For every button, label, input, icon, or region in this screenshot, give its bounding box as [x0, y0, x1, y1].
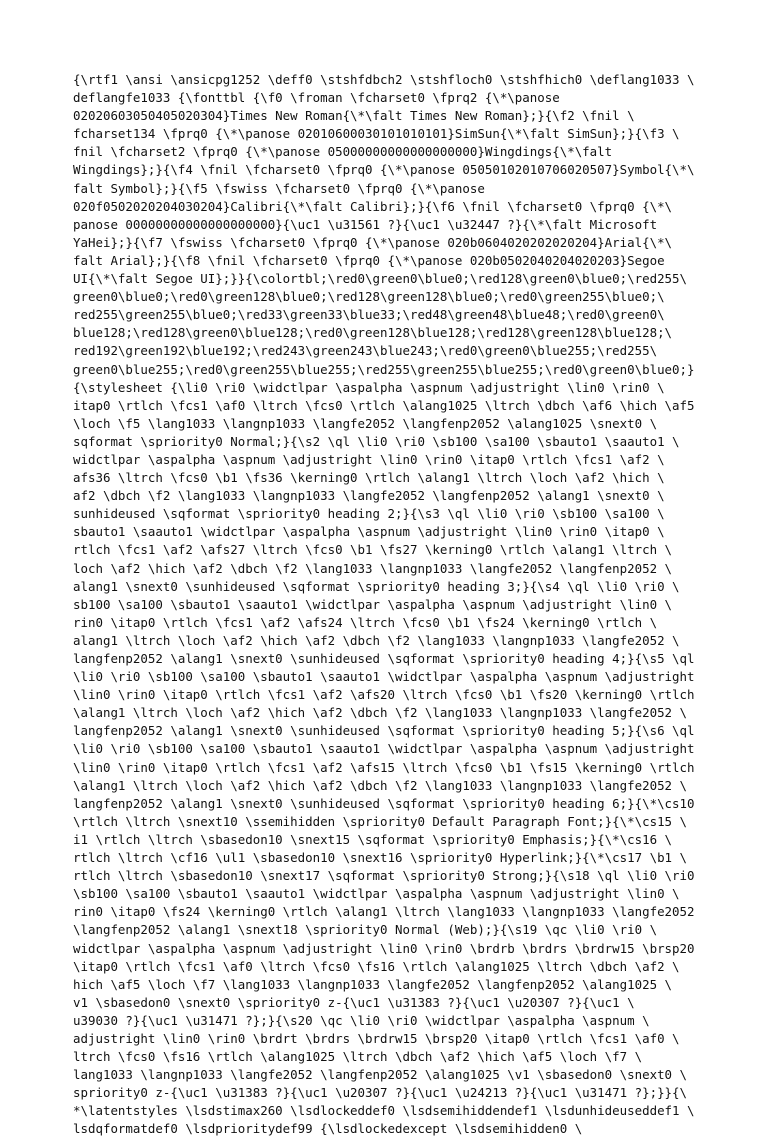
text-line: ltrch \fcs0 \fs16 \rtlch \alang1025 \ltrch \dbch \af2 \hich \af5 \loch \f7 \ [73, 1049, 643, 1065]
text-line: rtlch \ltrch \sbasedon10 \snext17 \sqformat \spriority0 Strong;}{\s18 \ql \li0 \ri0 [73, 868, 695, 884]
text-line: adjustright \lin0 \rin0 \brdrt \brdrs \brdrw15 \brsp20 \itap0 \rtlch \fcs1 \af0 \ [73, 1030, 680, 1046]
text-line: fnil \fcharset2 \fprq0 {\*\panose 05000000000000000000}Wingdings{\*\falt [73, 144, 613, 160]
text-line: spriority0 z-{\uc1 \u31383 ?}{\uc1 \u20307 ?}{\uc1 \u24213 ?}{\uc1 \u31471 ?};}}{\ [73, 1085, 688, 1101]
text-line: red192\green192\blue192;\red243\green243\blue243;\red0\green0\blue255;\red255\ [73, 343, 658, 359]
text-line: \loch \f5 \lang1033 \langnp1033 \langfe2052 \langfenp2052 \alang1025 \snext0 \ [73, 415, 658, 431]
text-line: \itap0 \rtlch \fcs1 \af0 \ltrch \fcs0 \fs16 \rtlch \alang1025 \ltrch \dbch \af2 \ [73, 958, 680, 974]
text-line: \alang1 \ltrch \loch \af2 \hich \af2 \dbch \f2 \lang1033 \langnp1033 \langfe2052 \ [73, 705, 688, 721]
text-line: i1 \rtlch \ltrch \sbasedon10 \snext15 \sqformat \spriority0 Emphasis;}{\*\cs16 \ [73, 831, 673, 847]
text-line: rin0 \itap0 \rtlch \fcs1 \af2 \afs24 \ltrch \fcs0 \b1 \fs24 \kerning0 \rtlch \ [73, 614, 658, 630]
text-line: langfenp2052 \alang1 \snext0 \sunhideused \sqformat \spriority0 heading 4;}{\s5 \ql [73, 651, 695, 666]
text-line: *\latentstyles \lsdstimax260 \lsdlockeddef0 \lsdsemihiddendef1 \lsdunhideuseddef1 \ [73, 1103, 695, 1119]
text-line: \lin0 \rin0 \itap0 \rtlch \fcs1 \af2 \afs20 \ltrch \fcs0 \b1 \fs20 \kerning0 \rtlch [73, 687, 695, 703]
text-line: \alang1 \ltrch \loch \af2 \hich \af2 \dbch \f2 \lang1033 \langnp1033 \langfe2052 \ [73, 777, 688, 793]
text-line: falt Arial};}{\f8 \fnil \fcharset0 \fprq0 {\*\panose 020b0502040204020203}Segoe [73, 252, 665, 268]
text-line: alang1 \snext0 \sunhideused \sqformat \spriority0 heading 3;}{\s4 \ql \li0 \ri0 \ [73, 578, 680, 594]
text-line: 02020603050405020304}Times New Roman{\*\falt Times New Roman};}{\f2 \fnil \ [73, 108, 635, 124]
text-line: afs36 \ltrch \fcs0 \b1 \fs36 \kerning0 \rtlch \alang1 \ltrch \loch \af2 \hich \ [73, 470, 665, 486]
text-line: \rtlch \ltrch \snext10 \ssemihidden \spriority0 Default Paragraph Font;}{\*\cs15 \ [73, 813, 688, 829]
text-line: \lin0 \rin0 \itap0 \rtlch \fcs1 \af2 \afs15 \ltrch \fcs0 \b1 \fs15 \kerning0 \rtlch [73, 759, 695, 775]
text-line: {\stylesheet {\li0 \ri0 \widctlpar \aspalpha \aspnum \adjustright \lin0 \rin0 \ [73, 379, 665, 395]
text-line: sb100 \sa100 \sbauto1 \saauto1 \widctlpar \aspalpha \aspnum \adjustright \lin0 \ [73, 596, 673, 612]
text-line: rtlch \fcs1 \af2 \afs27 \ltrch \fcs0 \b1 \fs27 \kerning0 \rtlch \alang1 \ltrch \ [73, 542, 673, 558]
text-line: blue128;\red128\green0\blue128;\red0\green128\blue128;\red128\green128\blue128;\ [73, 325, 673, 341]
text-line: sbauto1 \saauto1 \widctlpar \aspalpha \aspnum \adjustright \lin0 \rin0 \itap0 \ [73, 524, 665, 540]
text-line: panose 00000000000000000000}{\uc1 \u31561 ?}{\uc1 \u32447 ?}{\*\falt Microsoft [73, 216, 658, 232]
text-line: rtlch \ltrch \cf16 \ul1 \sbasedon10 \snext16 \spriority0 Hyperlink;}{\*\cs17 \b1 \ [73, 850, 688, 866]
text-line: lsdqformatdef0 \lsdprioritydef99 {\lsdlockedexcept \lsdsemihidden0 \ [73, 1121, 583, 1137]
text-line: \li0 \ri0 \sb100 \sa100 \sbauto1 \saauto1 \widctlpar \aspalpha \aspnum \adjustright [73, 669, 695, 685]
text-line: deflangfe1033 {\fonttbl {\f0 \froman \fcharset0 \fprq2 {\*\panose [73, 90, 560, 106]
rtf-source-text [73, 71, 713, 1139]
text-line: widctlpar \aspalpha \aspnum \adjustright \lin0 \rin0 \itap0 \rtlch \fcs1 \af2 \ [73, 451, 665, 467]
text-line: af2 \dbch \f2 \lang1033 \langnp1033 \langfe2052 \langfenp2052 \alang1 \snext0 \ [73, 488, 665, 504]
text-line: red255\green255\blue0;\red33\green33\blue33;\red48\green48\blue48;\red0\green0\ [73, 307, 665, 323]
text-line: Wingdings};}{\f4 \fnil \fcharset0 \fprq0 {\*\panose 05050102010706020507}Symbol{\*\ [73, 162, 695, 178]
text-line: hich \af5 \loch \f7 \lang1033 \langnp1033 \langfe2052 \langfenp2052 \alang1025 \ [73, 976, 673, 992]
text-line: sqformat \spriority0 Normal;}{\s2 \ql \li0 \ri0 \sb100 \sa100 \sbauto1 \saauto1 \ [73, 433, 680, 449]
text-line: itap0 \rtlch \fcs1 \af0 \ltrch \fcs0 \rtlch \alang1025 \ltrch \dbch \af6 \hich \af5 [73, 397, 695, 413]
text-line: u39030 ?}{\uc1 \u31471 ?};}{\s20 \qc \li0 \ri0 \widctlpar \aspalpha \aspnum \ [73, 1012, 650, 1028]
text-line: langfenp2052 \alang1 \snext0 \sunhideused \sqformat \spriority0 heading 5;}{\s6 \ql [73, 723, 695, 739]
text-line: fcharset134 \fprq0 {\*\panose 02010600030101010101}SimSun{\*\falt SimSun};}{\f3 \ [73, 126, 680, 142]
text-line: 020f0502020204030204}Calibri{\*\falt Calibri};}{\f6 \fnil \fcharset0 \fprq0 {\*\ [73, 198, 673, 214]
text-line: langfenp2052 \alang1 \snext0 \sunhideused \sqformat \spriority0 heading 6;}{\*\cs10 [73, 795, 695, 811]
text-line: rin0 \itap0 \fs24 \kerning0 \rtlch \alang1 \ltrch \lang1033 \langnp1033 \langfe2052 [73, 904, 695, 920]
text-line: {\rtf1 \ansi \ansicpg1252 \deff0 \stshfdbch2 \stshfloch0 \stshfhich0 \deflang1033 \ [73, 72, 695, 87]
text-line: green0\blue255;\red0\green255\blue255;\red255\green255\blue255;\red0\green0\blue0;} [73, 361, 695, 377]
text-line: sunhideused \sqformat \spriority0 heading 2;}{\s3 \ql \li0 \ri0 \sb100 \sa100 \ [73, 506, 665, 522]
text-line: lang1033 \langnp1033 \langfe2052 \langfenp2052 \alang1025 \v1 \sbasedon0 \snext0 \ [73, 1067, 688, 1083]
text-line: green0\blue0;\red0\green128\blue0;\red128\green128\blue0;\red0\green255\blue0;\ [73, 289, 665, 305]
text-line: alang1 \ltrch \loch \af2 \hich \af2 \dbch \f2 \lang1033 \langnp1033 \langfe2052 \ [73, 632, 680, 648]
text-line: \sb100 \sa100 \sbauto1 \saauto1 \widctlpar \aspalpha \aspnum \adjustright \lin0 \ [73, 886, 680, 902]
text-line: v1 \sbasedon0 \snext0 \spriority0 z-{\uc1 \u31383 ?}{\uc1 \u20307 ?}{\uc1 \ [73, 994, 635, 1010]
text-line: \langfenp2052 \alang1 \snext18 \spriority0 Normal (Web);}{\s19 \qc \li0 \ri0 \ [73, 922, 658, 938]
text-line: UI{\*\falt Segoe UI};}}{\colortbl;\red0\green0\blue0;\red128\green0\blue0;\red255\ [73, 271, 688, 287]
text-line: \li0 \ri0 \sb100 \sa100 \sbauto1 \saauto1 \widctlpar \aspalpha \aspnum \adjustright [73, 741, 695, 757]
text-line: widctlpar \aspalpha \aspnum \adjustright \lin0 \rin0 \brdrb \brdrs \brdrw15 \brsp20 [73, 940, 695, 956]
text-line: loch \af2 \hich \af2 \dbch \f2 \lang1033 \langnp1033 \langfe2052 \langfenp2052 \ [73, 560, 673, 576]
text-line: falt Symbol};}{\f5 \fswiss \fcharset0 \fprq0 {\*\panose [73, 180, 485, 196]
text-line: YaHei};}{\f7 \fswiss \fcharset0 \fprq0 {\*\panose 020b0604020202020204}Arial{\*\ [73, 234, 673, 250]
